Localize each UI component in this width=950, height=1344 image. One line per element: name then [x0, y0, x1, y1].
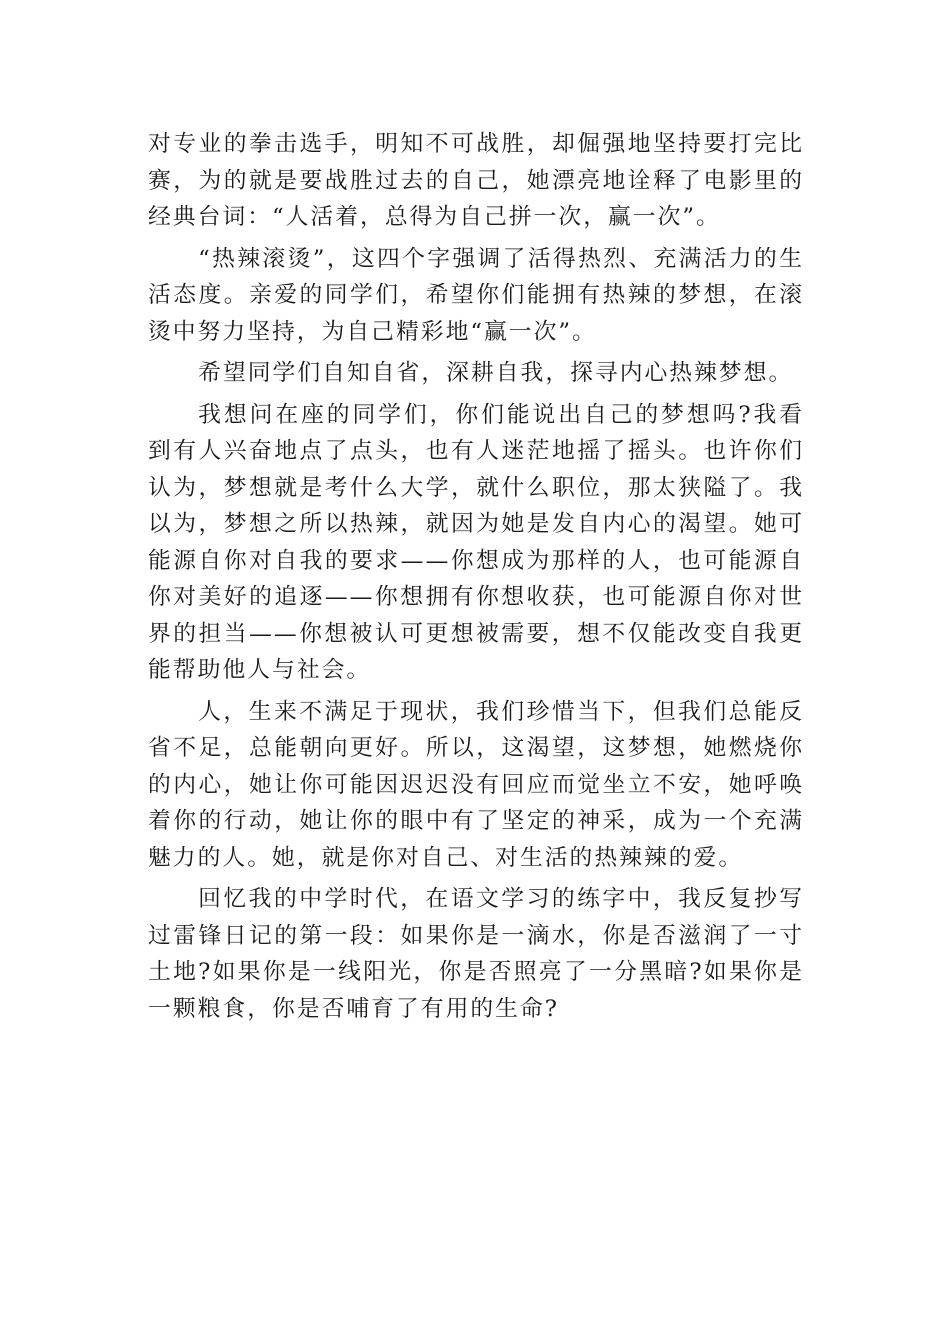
paragraph: 希望同学们自知自省，深耕自我，探寻内心热辣梦想。	[198, 360, 794, 386]
paragraph: 人，生来不满足于现状，我们珍惜当下，但我们总能反省不足，总能朝向更好。所以，这渴望，这梦想，她燃烧你的内心，她让你可能因迟迟没有回应而觉坐立不安，她呼唤着你的行动，她让你的眼中有了坚定的神采，成为一个充满魅力的人。她，就是你对自己、对生活的热辣辣的爱。	[148, 698, 804, 871]
paragraph: 我想问在座的同学们，你们能说出自己的梦想吗?我看到有人兴奋地点了点头，也有人迷茫地摇了摇头。也许你们认为，梦想就是考什么大学，就什么职位，那太狭隘了。我以为，梦想之所以热辣，就因为她是发自内心的渴望。她可能源自你对自我的要求——你想成为那样的人，也可能源自你对美好的追逐——你想拥有你想收获，也可能源自你对世界的担当——你想被认可更想被需要，想不仅能改变自我更能帮助他人与社会。	[148, 401, 804, 683]
paragraph: “热辣滚烫”，这四个字强调了活得热烈、充满活力的生活态度。亲爱的同学们，希望你们能拥有热辣的梦想，在滚烫中努力坚持，为自己精彩地“赢一次”。	[148, 245, 804, 345]
paragraph: 回忆我的中学时代，在语文学习的练字中，我反复抄写过雷锋日记的第一段：如果你是一滴水，你是否滋润了一寸土地?如果你是一线阳光，你是否照亮了一分黑暗?如果你是一颗粮食，你是否哺育了有用的生命?	[148, 886, 804, 1022]
paragraph: 对专业的拳击选手，明知不可战胜，却倔强地坚持要打完比赛，为的就是要战胜过去的自己，她漂亮地诠释了电影里的经典台词：“人活着，总得为自己拼一次，赢一次”。	[148, 131, 804, 230]
document-body	[148, 126, 804, 1032]
